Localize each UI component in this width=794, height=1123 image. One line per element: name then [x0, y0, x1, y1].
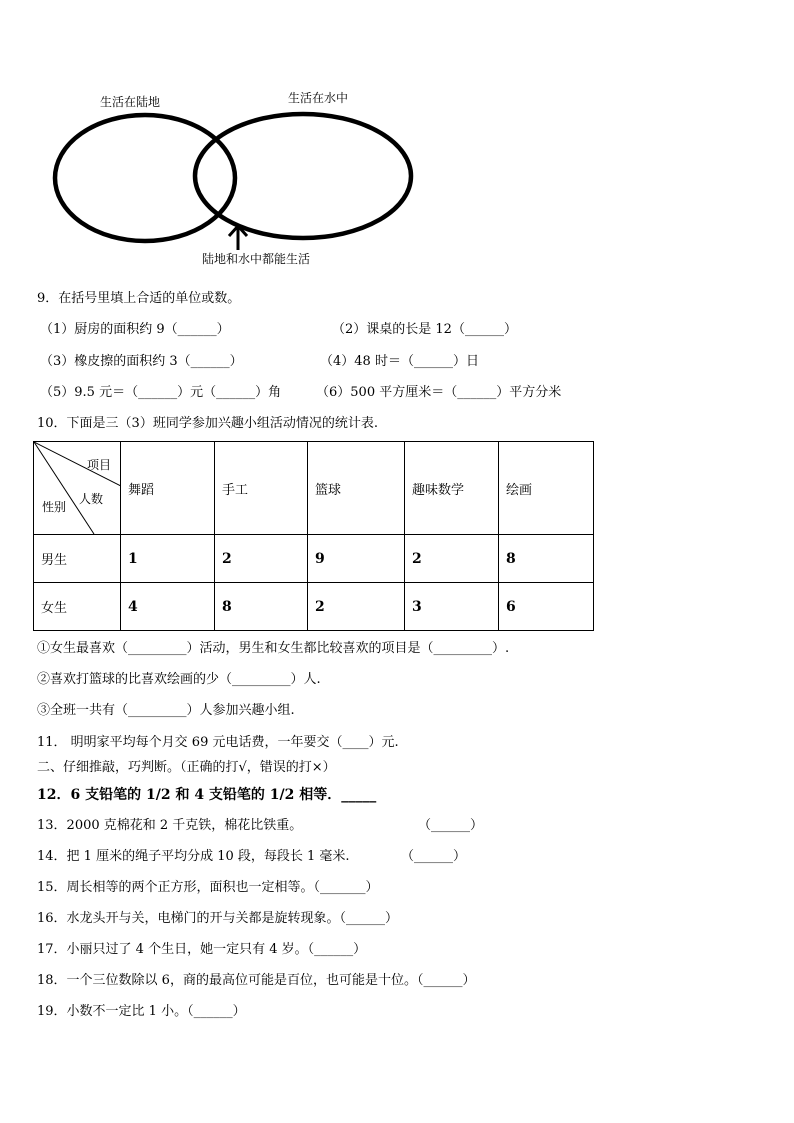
land-circle [55, 115, 235, 241]
section-2-title: 二、仔细推敲，巧判断。（正确的打√，错误的打×） [37, 760, 336, 775]
column-header: 趣味数学 [405, 442, 499, 535]
table-cell: 6 [499, 583, 594, 631]
row-label: 女生 [34, 583, 121, 631]
table-cell: 3 [405, 583, 499, 631]
q10-sub-1: ①女生最喜欢（_________）活动，男生和女生都比较喜欢的项目是（_________）. [37, 641, 510, 656]
table-cell: 2 [405, 535, 499, 583]
judge-q15: 15．周长相等的两个正方形，面积也一定相等。（_______） [37, 880, 379, 895]
q9-item-4: （4）48 时＝（______）日 [320, 354, 479, 369]
q10-sub-2: ②喜欢打篮球的比喜欢绘画的少（_________）人. [37, 672, 321, 687]
judge-q13: 13．2000 克棉花和 2 千克铁，棉花比铁重。 [37, 818, 303, 833]
table-header-row [34, 442, 594, 535]
table-cell: 9 [308, 535, 405, 583]
judge-q18: 18．一个三位数除以 6，商的最高位可能是百位，也可能是十位。（______） [37, 973, 476, 988]
table-cell: 1 [121, 535, 215, 583]
judge-q13-blank: （______） [418, 818, 484, 833]
row-label: 男生 [34, 535, 121, 583]
q9-item-3: （3）橡皮擦的面积约 3（______） [40, 354, 243, 369]
column-header: 篮球 [308, 442, 405, 535]
q9-item-5: （5）9.5 元＝（______）元（______）角 [40, 385, 282, 400]
table-cell: 8 [215, 583, 308, 631]
judge-q16: 16．水龙头开与关，电梯门的开与关都是旋转现象。（______） [37, 911, 399, 926]
stats-table [33, 441, 594, 631]
q9-item-1: （1）厨房的面积约 9（______） [40, 322, 230, 337]
column-header: 舞蹈 [121, 442, 215, 535]
venn-right-label: 生活在水中 [288, 91, 349, 105]
q9-item-2: （2）课桌的长是 12（______） [332, 322, 517, 337]
venn-left-label: 生活在陆地 [100, 95, 161, 109]
column-header: 绘画 [499, 442, 594, 535]
judge-q19: 19．小数不一定比 1 小。（______） [37, 1004, 246, 1019]
q11: 11． 明明家平均每个月交 69 元电话费，一年要交（____）元. [37, 735, 399, 750]
table-cell: 2 [308, 583, 405, 631]
judge-q14-blank: （______） [401, 849, 467, 864]
corner-label-count: 人数 [79, 492, 104, 506]
table-cell: 2 [215, 535, 308, 583]
corner-label-project: 项目 [87, 458, 112, 472]
venn-diagram [40, 80, 420, 280]
table-row [34, 583, 594, 631]
table-corner-cell [34, 442, 121, 535]
column-header: 手工 [215, 442, 308, 535]
venn-bottom-label: 陆地和水中都能生活 [202, 252, 311, 266]
q10-title: 10．下面是三（3）班同学参加兴趣小组活动情况的统计表. [37, 416, 378, 431]
q9-item-6: （6）500 平方厘米＝（______）平方分米 [316, 385, 562, 400]
judge-q17: 17．小丽只过了 4 个生日，她一定只有 4 岁。（______） [37, 942, 367, 957]
table-cell: 8 [499, 535, 594, 583]
judge-q14: 14．把 1 厘米的绳子平均分成 10 段，每段长 1 毫米. [37, 849, 350, 864]
judge-q12: 12．6 支铅笔的 1/2 和 4 支铅笔的 1/2 相等．_____ [37, 787, 377, 803]
corner-label-gender: 性别 [42, 500, 67, 514]
q9-title: 9．在括号里填上合适的单位或数。 [37, 291, 241, 306]
water-circle [195, 114, 411, 238]
table-row [34, 535, 594, 583]
q10-sub-3: ③全班一共有（_________）人参加兴趣小组. [37, 703, 295, 718]
table-cell: 4 [121, 583, 215, 631]
